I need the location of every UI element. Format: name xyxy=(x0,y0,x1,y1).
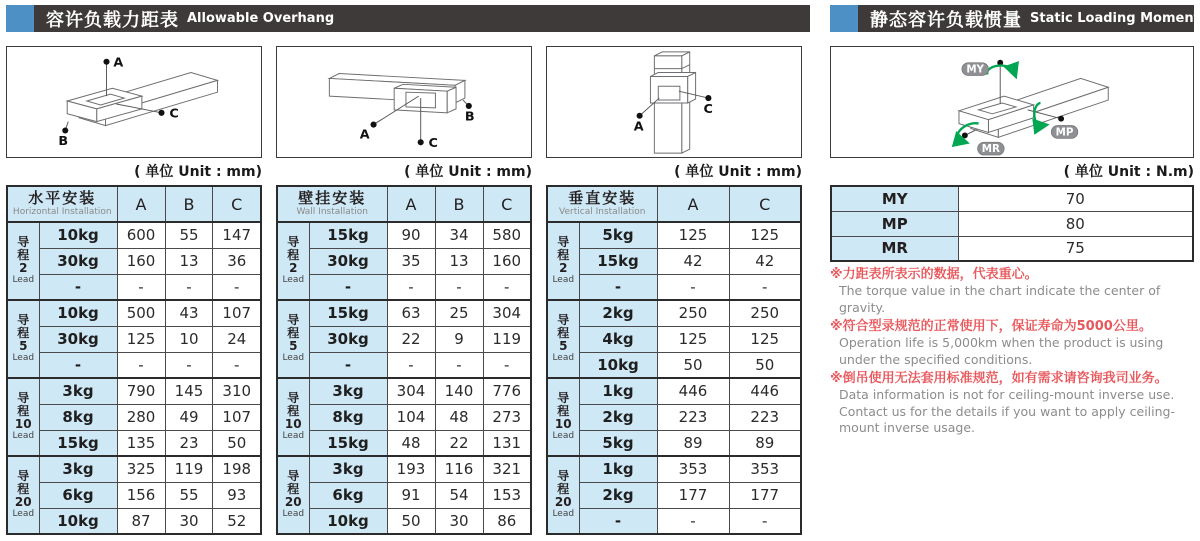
load-cell: 10kg xyxy=(39,222,117,248)
value-cell: 177 xyxy=(657,482,729,508)
rail-isometric-drawing xyxy=(277,47,531,157)
value-cell: - xyxy=(435,352,483,378)
unit-label-mm: ( 单位 Unit : mm) xyxy=(404,164,532,180)
moment-row xyxy=(831,211,1193,236)
table-row xyxy=(277,352,531,378)
note-en: The torque value in the chart indicate the center of gravity. xyxy=(839,283,1161,315)
wall-installation-diagram xyxy=(276,46,532,158)
value-cell: 125 xyxy=(729,326,801,352)
table-row xyxy=(7,222,261,248)
value-cell: 140 xyxy=(435,378,483,404)
value-cell: 107 xyxy=(213,404,261,430)
value-cell: 321 xyxy=(483,456,531,482)
value-cell: 22 xyxy=(435,430,483,456)
point-label-c: C xyxy=(428,136,438,152)
my-badge-label: MY xyxy=(966,63,985,76)
section-title-zh: 容许负载力距表 xyxy=(46,9,179,31)
point-dot xyxy=(705,95,711,101)
point-label-c: C xyxy=(703,101,713,117)
value-cell: - xyxy=(117,352,165,378)
table-row xyxy=(547,300,801,326)
value-cell: 125 xyxy=(657,326,729,352)
point-label-c: C xyxy=(169,106,179,122)
load-cell: 30kg xyxy=(39,326,117,352)
load-cell: 3kg xyxy=(309,456,387,482)
value-cell: 48 xyxy=(387,430,435,456)
point-dot xyxy=(62,127,68,133)
load-cell: 15kg xyxy=(579,248,657,274)
load-cell: 15kg xyxy=(309,300,387,326)
point-label-b: B xyxy=(58,134,69,150)
lead-label: 导 程 2 Lead xyxy=(7,222,39,300)
load-cell: - xyxy=(579,274,657,300)
load-cell: 8kg xyxy=(309,404,387,430)
mr-badge-label: MR xyxy=(981,143,1000,156)
load-cell: 10kg xyxy=(309,508,387,534)
load-cell: 2kg xyxy=(579,404,657,430)
load-cell: 30kg xyxy=(39,248,117,274)
value-cell: 63 xyxy=(387,300,435,326)
value-cell: 91 xyxy=(387,482,435,508)
axis-dot xyxy=(962,132,968,138)
moment-table xyxy=(830,185,1194,262)
load-cell: - xyxy=(309,352,387,378)
column-header: C xyxy=(213,186,261,222)
load-cell: 5kg xyxy=(579,430,657,456)
load-cell: 10kg xyxy=(39,508,117,534)
load-cell: 10kg xyxy=(39,300,117,326)
load-cell: 5kg xyxy=(579,222,657,248)
moment-row xyxy=(831,186,1193,211)
value-cell: 52 xyxy=(213,508,261,534)
point-dot xyxy=(371,122,377,128)
load-cell: 4kg xyxy=(579,326,657,352)
lead-label: 导 程 10 Lead xyxy=(547,378,579,456)
overhang-table-wall xyxy=(276,185,532,535)
value-cell: 30 xyxy=(435,508,483,534)
value-cell: 131 xyxy=(483,430,531,456)
value-cell: 24 xyxy=(213,326,261,352)
value-cell: 119 xyxy=(165,456,213,482)
load-cell: 3kg xyxy=(309,378,387,404)
point-dot xyxy=(418,139,424,145)
value-cell: 13 xyxy=(435,248,483,274)
lead-label: 导 程 5 Lead xyxy=(7,300,39,378)
table-row xyxy=(7,300,261,326)
load-cell: 6kg xyxy=(309,482,387,508)
value-cell: 500 xyxy=(117,300,165,326)
table-row xyxy=(547,482,801,508)
load-cell: 15kg xyxy=(309,430,387,456)
value-cell: - xyxy=(435,274,483,300)
load-cell: 3kg xyxy=(39,378,117,404)
note xyxy=(830,318,1198,368)
value-cell: 160 xyxy=(483,248,531,274)
value-cell: 125 xyxy=(729,222,801,248)
accent-square-icon xyxy=(830,5,858,32)
value-cell: 34 xyxy=(435,222,483,248)
lead-label: 导 程 2 Lead xyxy=(547,222,579,300)
value-cell: 116 xyxy=(435,456,483,482)
value-cell: 35 xyxy=(387,248,435,274)
moment-row xyxy=(831,236,1193,261)
table-row xyxy=(7,326,261,352)
value-cell: 145 xyxy=(165,378,213,404)
value-cell: - xyxy=(165,274,213,300)
value-cell: 90 xyxy=(387,222,435,248)
rail-art xyxy=(959,78,1108,137)
value-cell: 119 xyxy=(483,326,531,352)
table-row xyxy=(7,378,261,404)
notes xyxy=(830,266,1198,439)
load-cell: - xyxy=(309,274,387,300)
section-title-en: Allowable Overhang xyxy=(187,11,335,26)
value-cell: - xyxy=(657,274,729,300)
table-row xyxy=(277,274,531,300)
value-cell: 50 xyxy=(387,508,435,534)
value-cell: 353 xyxy=(657,456,729,482)
value-cell: 147 xyxy=(213,222,261,248)
load-cell: 6kg xyxy=(39,482,117,508)
note-en: Data information is not for ceiling-mount inverse use. Contact us for the details if you want to apply ceiling-mount inverse usage. xyxy=(839,387,1175,435)
unit-label-nm: ( 单位 Unit : N.m) xyxy=(1063,164,1194,180)
section-title-zh: 静态容许负载惯量 xyxy=(870,9,1022,31)
value-cell: 43 xyxy=(165,300,213,326)
value-cell: 22 xyxy=(387,326,435,352)
moment-label: MP xyxy=(831,211,958,236)
note-zh: ※力距表所表示的数据，代表重心。 xyxy=(830,267,1038,282)
value-cell: 273 xyxy=(483,404,531,430)
overhang-table-vertical xyxy=(546,185,802,535)
note-zh: ※倒吊使用无法套用标准规范，如有需求请咨询我司业务。 xyxy=(830,371,1168,386)
load-cell: - xyxy=(39,352,117,378)
value-cell: 156 xyxy=(117,482,165,508)
table-header-row xyxy=(277,186,531,222)
table-row xyxy=(277,378,531,404)
value-cell: 580 xyxy=(483,222,531,248)
value-cell: 89 xyxy=(657,430,729,456)
value-cell: - xyxy=(729,274,801,300)
point-dot xyxy=(103,59,109,65)
value-cell: 135 xyxy=(117,430,165,456)
load-cell: 30kg xyxy=(309,248,387,274)
table-row xyxy=(7,404,261,430)
value-cell: - xyxy=(483,352,531,378)
section-header-moment xyxy=(830,5,1200,32)
axis-dot xyxy=(1058,116,1064,122)
value-cell: - xyxy=(117,274,165,300)
moment-isometric-drawing xyxy=(831,47,1193,157)
value-cell: 93 xyxy=(213,482,261,508)
value-cell: 160 xyxy=(117,248,165,274)
value-cell: 86 xyxy=(483,508,531,534)
point-dot xyxy=(637,113,643,119)
lead-label: 导 程 20 Lead xyxy=(277,456,309,534)
table-row xyxy=(277,508,531,534)
value-cell: 776 xyxy=(483,378,531,404)
table-row xyxy=(277,430,531,456)
value-cell: 9 xyxy=(435,326,483,352)
lead-label: 导 程 5 Lead xyxy=(277,300,309,378)
value-cell: 250 xyxy=(657,300,729,326)
section-title-en: Static Loading Moment xyxy=(1030,11,1200,26)
moment-diagram xyxy=(830,46,1194,158)
value-cell: 55 xyxy=(165,222,213,248)
horizontal-installation-diagram xyxy=(6,46,262,158)
value-cell: 790 xyxy=(117,378,165,404)
table-row xyxy=(277,404,531,430)
value-cell: - xyxy=(213,274,261,300)
point-label-a: A xyxy=(633,119,644,135)
load-cell: - xyxy=(579,508,657,534)
load-cell: 1kg xyxy=(579,378,657,404)
table-header-row xyxy=(547,186,801,222)
table-row xyxy=(277,482,531,508)
column-header: A xyxy=(117,186,165,222)
table-row xyxy=(7,482,261,508)
table-row xyxy=(7,248,261,274)
mp-badge-label: MP xyxy=(1055,126,1074,139)
table-row xyxy=(7,352,261,378)
column-header: C xyxy=(483,186,531,222)
value-cell: 325 xyxy=(117,456,165,482)
load-cell: - xyxy=(39,274,117,300)
value-cell: 446 xyxy=(729,378,801,404)
rail-art xyxy=(67,73,217,126)
value-cell: 49 xyxy=(165,404,213,430)
load-cell: 1kg xyxy=(579,456,657,482)
table-row xyxy=(277,222,531,248)
rail-isometric-drawing xyxy=(547,47,801,157)
value-cell: 36 xyxy=(213,248,261,274)
rail-art xyxy=(650,52,695,153)
accent-square-icon xyxy=(6,5,34,32)
point-dot xyxy=(158,110,164,116)
value-cell: 55 xyxy=(165,482,213,508)
moment-value: 75 xyxy=(958,236,1193,261)
table-row xyxy=(277,456,531,482)
value-cell: - xyxy=(387,352,435,378)
note xyxy=(830,266,1198,316)
unit-label-mm: ( 单位 Unit : mm) xyxy=(674,164,802,180)
value-cell: 125 xyxy=(117,326,165,352)
value-cell: 177 xyxy=(729,482,801,508)
value-cell: 10 xyxy=(165,326,213,352)
table-row xyxy=(547,508,801,534)
table-row xyxy=(547,326,801,352)
table-row xyxy=(7,456,261,482)
value-cell: - xyxy=(657,508,729,534)
unit-label-mm: ( 单位 Unit : mm) xyxy=(134,164,262,180)
column-header: C xyxy=(729,186,801,222)
lead-label: 导 程 10 Lead xyxy=(277,378,309,456)
lead-label: 导 程 5 Lead xyxy=(547,300,579,378)
table-row xyxy=(7,274,261,300)
value-cell: 304 xyxy=(387,378,435,404)
value-cell: 107 xyxy=(213,300,261,326)
table-row xyxy=(547,456,801,482)
value-cell: 87 xyxy=(117,508,165,534)
table-row xyxy=(547,222,801,248)
point-dot xyxy=(466,103,472,109)
value-cell: 23 xyxy=(165,430,213,456)
table-title: 壁挂安装 Wall Installation xyxy=(277,186,387,222)
table-row xyxy=(7,430,261,456)
load-cell: 8kg xyxy=(39,404,117,430)
load-cell: 2kg xyxy=(579,482,657,508)
rail-isometric-drawing xyxy=(7,47,261,157)
value-cell: 310 xyxy=(213,378,261,404)
value-cell: - xyxy=(165,352,213,378)
column-header: A xyxy=(657,186,729,222)
value-cell: 223 xyxy=(729,404,801,430)
value-cell: 48 xyxy=(435,404,483,430)
table-title: 水平安装 Horizontal Installation xyxy=(7,186,117,222)
value-cell: 50 xyxy=(657,352,729,378)
value-cell: 223 xyxy=(657,404,729,430)
value-cell: 50 xyxy=(213,430,261,456)
moment-label: MR xyxy=(831,236,958,261)
moment-value: 70 xyxy=(958,186,1193,211)
table-row xyxy=(547,248,801,274)
value-cell: 304 xyxy=(483,300,531,326)
value-cell: 89 xyxy=(729,430,801,456)
point-label-a: A xyxy=(113,55,124,71)
table-row xyxy=(277,248,531,274)
overhang-table-horizontal xyxy=(6,185,262,535)
load-cell: 3kg xyxy=(39,456,117,482)
value-cell: - xyxy=(387,274,435,300)
value-cell: - xyxy=(483,274,531,300)
table-row xyxy=(277,300,531,326)
table-row xyxy=(547,378,801,404)
column-header: B xyxy=(165,186,213,222)
table-row xyxy=(277,326,531,352)
value-cell: 42 xyxy=(729,248,801,274)
value-cell: 280 xyxy=(117,404,165,430)
note-zh: ※符合型录规范的正常使用下，保证寿命为5000公里。 xyxy=(830,319,1152,334)
lead-label: 导 程 20 Lead xyxy=(547,456,579,534)
table-row xyxy=(547,274,801,300)
table-title: 垂直安装 Vertical Installation xyxy=(547,186,657,222)
lead-label: 导 程 20 Lead xyxy=(7,456,39,534)
value-cell: 193 xyxy=(387,456,435,482)
table-row xyxy=(7,508,261,534)
value-cell: - xyxy=(729,508,801,534)
value-cell: 42 xyxy=(657,248,729,274)
value-cell: 125 xyxy=(657,222,729,248)
value-cell: 353 xyxy=(729,456,801,482)
load-cell: 30kg xyxy=(309,326,387,352)
value-cell: - xyxy=(213,352,261,378)
vertical-installation-diagram xyxy=(546,46,802,158)
point-label-a: A xyxy=(359,127,370,143)
table-row xyxy=(547,352,801,378)
value-cell: 446 xyxy=(657,378,729,404)
note-en: Operation life is 5,000km when the product is using under the specified conditions. xyxy=(839,335,1164,367)
lead-label: 导 程 2 Lead xyxy=(277,222,309,300)
load-cell: 10kg xyxy=(579,352,657,378)
point-label-b: B xyxy=(464,109,475,125)
table-row xyxy=(547,430,801,456)
table-row xyxy=(547,404,801,430)
lead-label: 导 程 10 Lead xyxy=(7,378,39,456)
moment-value: 80 xyxy=(958,211,1193,236)
column-header: A xyxy=(387,186,435,222)
value-cell: 30 xyxy=(165,508,213,534)
load-cell: 2kg xyxy=(579,300,657,326)
value-cell: 25 xyxy=(435,300,483,326)
value-cell: 250 xyxy=(729,300,801,326)
section-header-overhang xyxy=(6,5,810,32)
table-header-row xyxy=(7,186,261,222)
value-cell: 104 xyxy=(387,404,435,430)
value-cell: 54 xyxy=(435,482,483,508)
load-cell: 15kg xyxy=(39,430,117,456)
load-cell: 15kg xyxy=(309,222,387,248)
value-cell: 600 xyxy=(117,222,165,248)
column-header: B xyxy=(435,186,483,222)
value-cell: 198 xyxy=(213,456,261,482)
rail-art xyxy=(329,74,465,113)
moment-label: MY xyxy=(831,186,958,211)
value-cell: 13 xyxy=(165,248,213,274)
value-cell: 153 xyxy=(483,482,531,508)
note xyxy=(830,370,1198,437)
value-cell: 50 xyxy=(729,352,801,378)
